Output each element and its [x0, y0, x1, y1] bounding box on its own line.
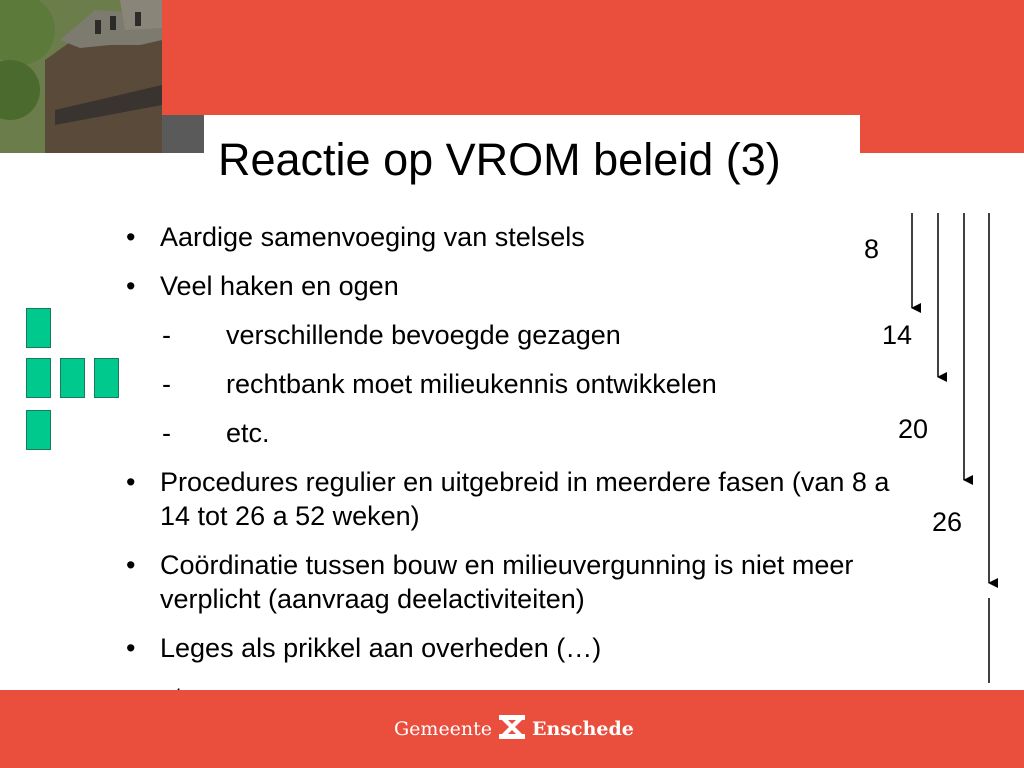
bullet-text: Aardige samenvoeging van stelsels: [160, 222, 585, 252]
gemeente-enschede-logo: [394, 712, 634, 746]
building-photo: [0, 0, 162, 153]
sub-bullet-text: rechtbank moet milieukennis ontwikkelen: [226, 369, 717, 399]
bullet-text: Coördinatie tussen bouw en milieuvergunning is niet meer verplicht (aanvraag deelactiviteiten): [160, 550, 854, 614]
slide-title: Reactie op VROM beleid (3): [218, 134, 781, 185]
green-square: [94, 358, 119, 398]
sub-bullet-item: [120, 318, 900, 352]
bullet-marker: •: [126, 633, 136, 663]
timeline-arrows: [860, 205, 1010, 685]
enschede-cross-icon: [498, 714, 526, 745]
bullet-text: Veel haken en ogen: [160, 271, 399, 301]
building-photo-graphic: [0, 0, 162, 153]
green-square: [26, 410, 51, 450]
bullet-item: [120, 548, 900, 616]
bullet-marker: •: [126, 271, 136, 301]
bullet-marker: •: [126, 222, 136, 252]
sub-bullet-marker: -: [162, 418, 171, 448]
sub-bullet-item: [120, 416, 900, 450]
logo-word-gemeente: Gemeente: [394, 718, 493, 740]
green-square: [26, 308, 51, 348]
week-label-14: 14: [882, 320, 913, 350]
header-band: [162, 0, 1024, 115]
sub-bullet-item: [120, 367, 900, 401]
bullet-item: [120, 631, 900, 665]
bullet-item: [120, 465, 900, 533]
green-square: [60, 358, 85, 398]
week-label-8: 8: [864, 234, 880, 264]
header-accent-square: [162, 115, 204, 153]
sub-bullet-text: verschillende bevoegde gezagen: [226, 320, 621, 350]
bullet-text: Procedures regulier en uitgebreid in meerdere fasen (van 8 a 14 tot 26 a 52 weken): [160, 467, 890, 531]
green-square: [26, 358, 51, 398]
bullet-text: Leges als prikkel aan overheden (…): [160, 633, 602, 663]
week-label-26: 26: [932, 507, 963, 537]
sub-bullet-marker: -: [162, 320, 171, 350]
header-band-cap: [860, 115, 1024, 153]
logo-word-enschede: Enschede: [532, 718, 634, 740]
week-label-20: 20: [898, 414, 929, 444]
bullet-item: [120, 269, 900, 303]
sub-bullet-text: etc.: [226, 418, 270, 448]
bullet-marker: •: [126, 550, 136, 580]
bullet-list: [120, 220, 900, 729]
bullet-marker: •: [126, 467, 136, 497]
sub-bullet-marker: -: [162, 369, 171, 399]
bullet-item: [120, 220, 900, 254]
enschede-cross-icon-graphic: [498, 714, 526, 740]
